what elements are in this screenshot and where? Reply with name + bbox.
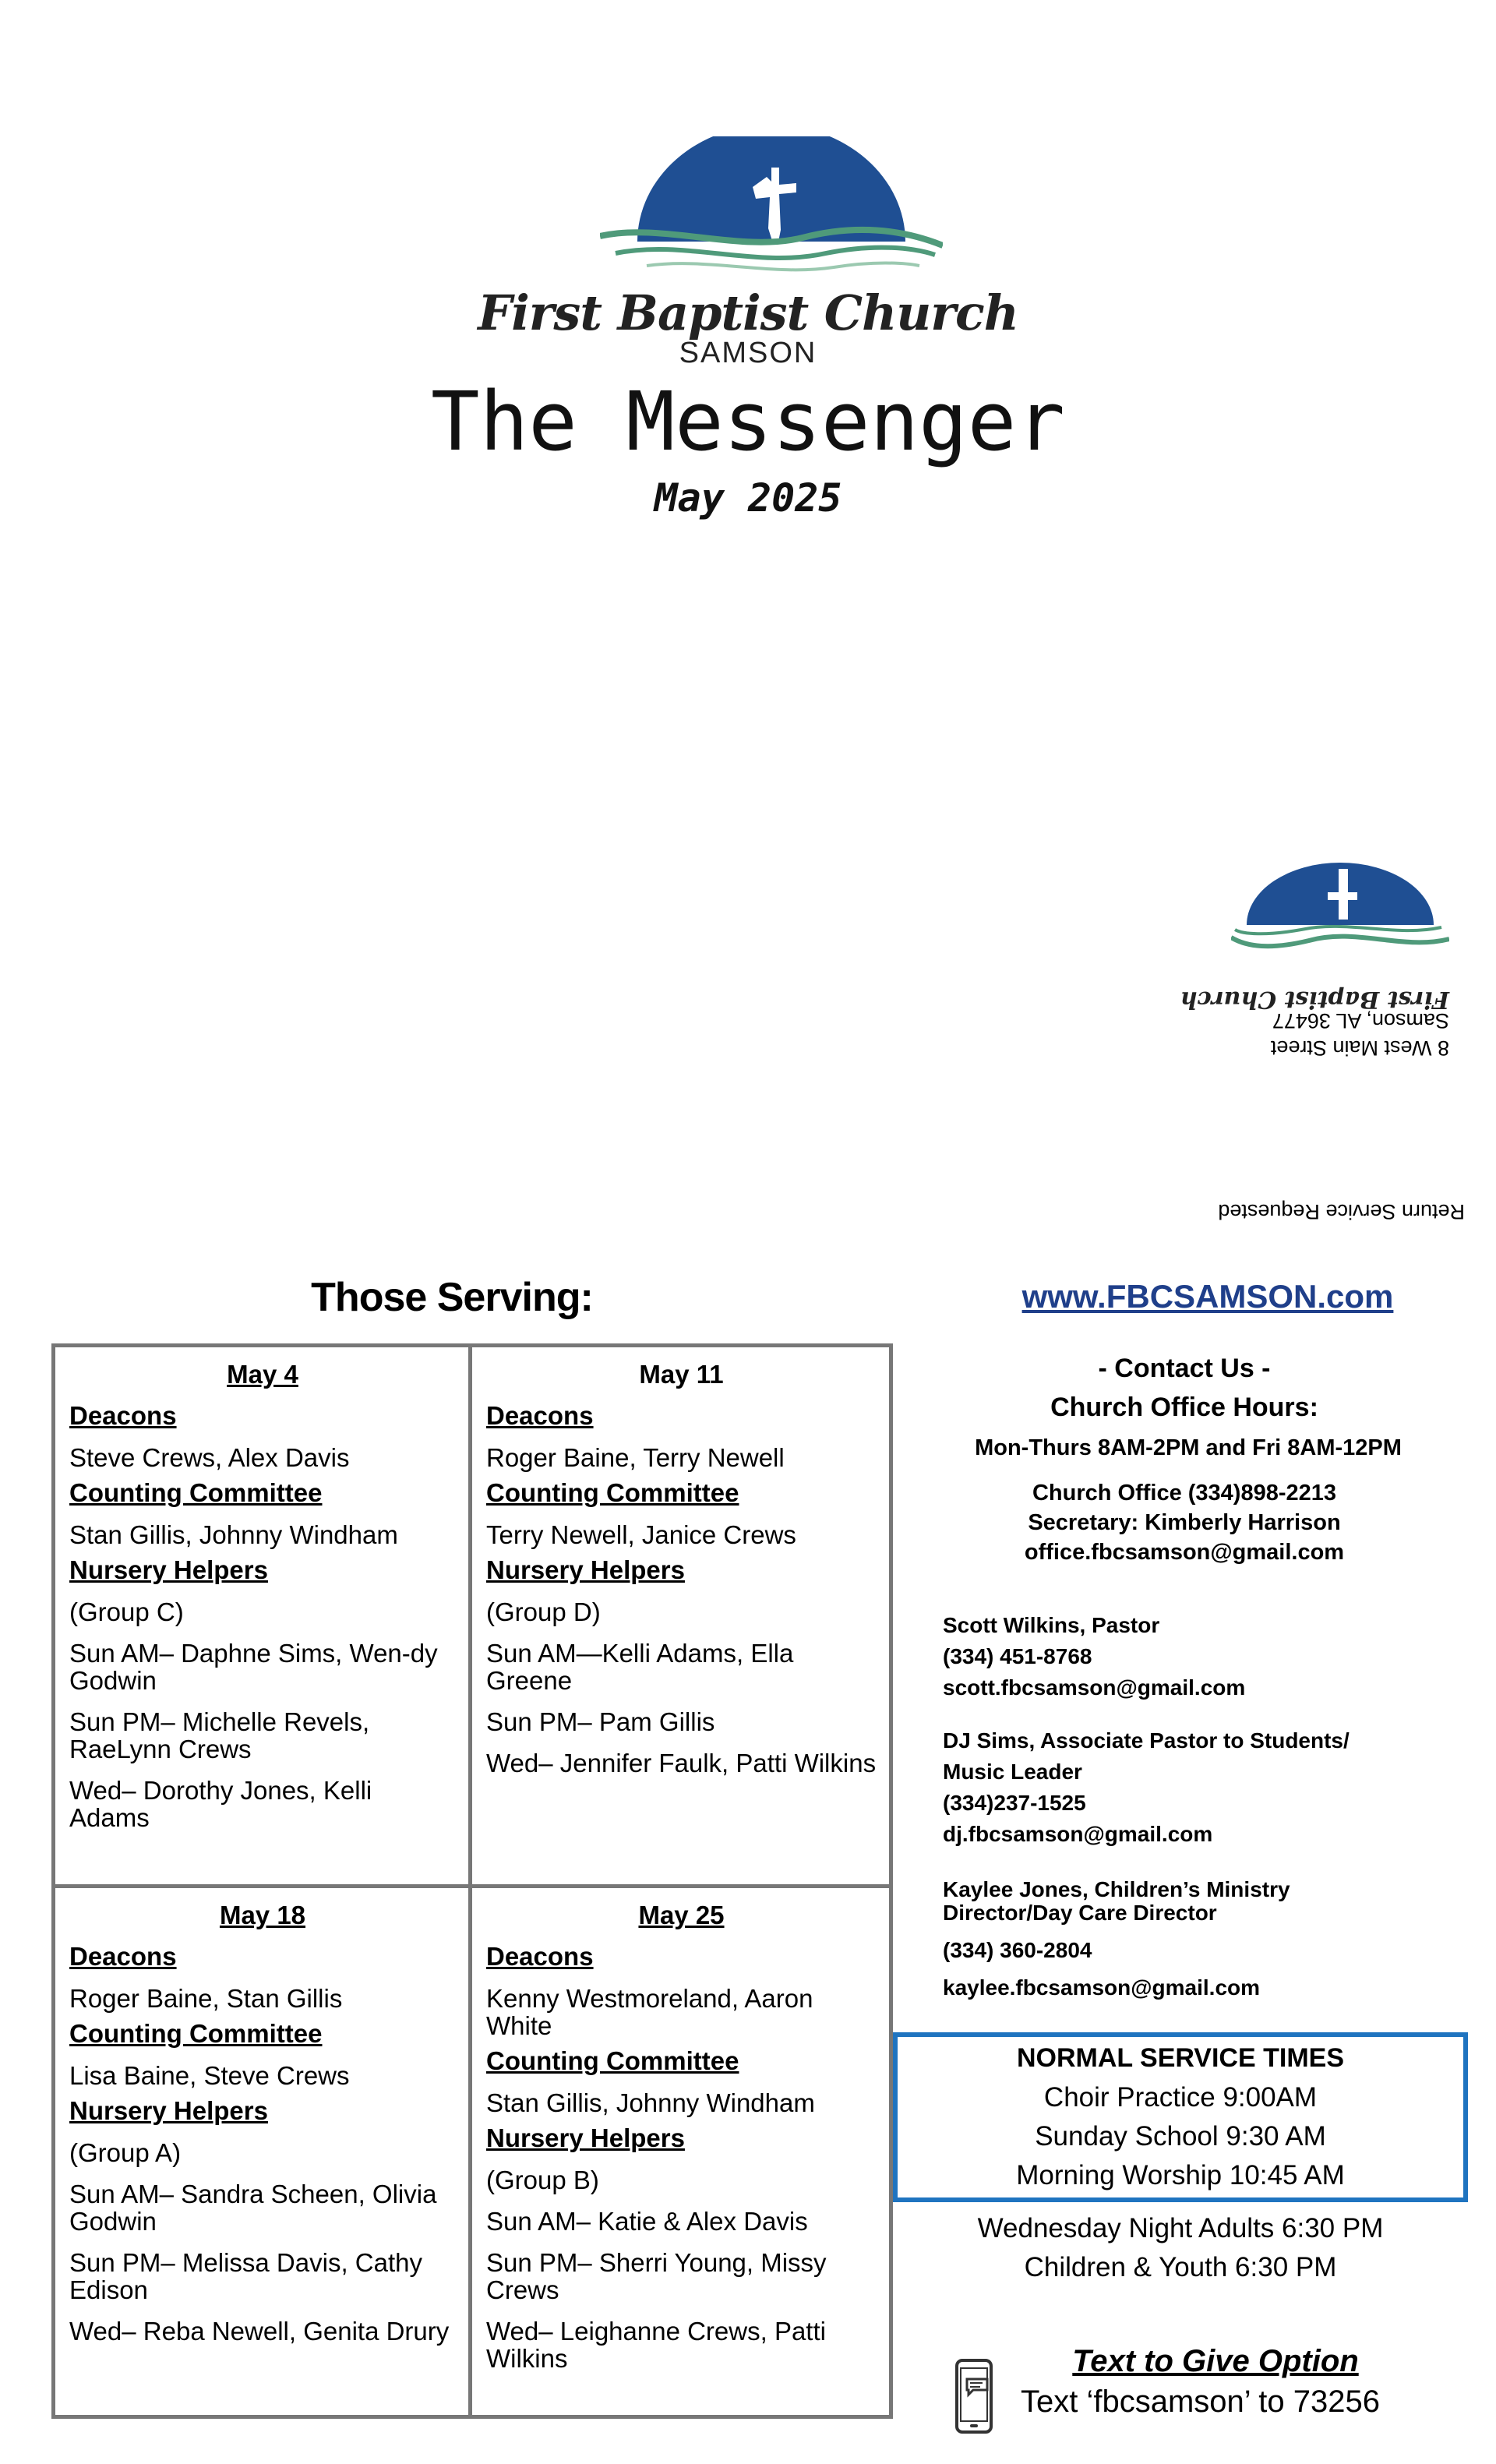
nursery-sun-pm: Sun PM– Michelle Revels, RaeLynn Crews xyxy=(69,1707,370,1763)
staff-pastor xyxy=(943,1610,1245,1703)
staff-title-cont: Director/Day Care Director xyxy=(943,1901,1217,1925)
staff-email[interactable]: scott.fbcsamson@gmail.com xyxy=(943,1675,1246,1700)
deacons-label: Deacons xyxy=(69,1942,177,1971)
service-wednesday: Wednesday Night Adults 6:30 PM xyxy=(977,2213,1384,2243)
secretary: Secretary: Kimberly Harrison xyxy=(1028,1510,1341,1535)
counting-label: Counting Committee xyxy=(486,2046,739,2075)
text-to-give-title: Text to Give Option xyxy=(1072,2344,1359,2378)
nursery-group: (Group B) xyxy=(486,2166,599,2194)
nursery-sun-am: Sun AM– Sandra Scheen, Olivia Godwin xyxy=(69,2180,437,2236)
deacons-names: Roger Baine, Terry Newell xyxy=(486,1443,785,1472)
newsletter-title: The Messenger xyxy=(431,374,1065,469)
staff-title: DJ Sims, Associate Pastor to Students/ xyxy=(943,1728,1350,1753)
service-children-youth: Children & Youth 6:30 PM xyxy=(1024,2252,1337,2282)
serving-date: May 18 xyxy=(219,1901,306,1929)
nursery-label: Nursery Helpers xyxy=(69,2096,268,2125)
serving-cell xyxy=(472,1888,889,2415)
nursery-sun-am: Sun AM– Daphne Sims, Wen-dy Godwin xyxy=(69,1639,438,1695)
service-worship: Morning Worship 10:45 AM xyxy=(1016,2160,1345,2190)
mail-church-name: First Baptist Church xyxy=(1180,986,1449,1013)
nursery-group: (Group A) xyxy=(69,2138,182,2167)
serving-cell xyxy=(55,1347,472,1888)
nursery-wed: Wed– Dorothy Jones, Kelli Adams xyxy=(69,1776,372,1832)
nursery-wed: Wed– Reba Newell, Genita Drury xyxy=(69,2317,450,2346)
staff-phone: (334) 451-8768 xyxy=(943,1644,1092,1668)
staff-title: Kaylee Jones, Children’s Ministry xyxy=(943,1877,1290,1901)
counting-names: Terry Newell, Janice Crews xyxy=(486,1520,796,1549)
office-phone: Church Office (334)898-2213 xyxy=(1032,1481,1337,1506)
counting-names: Stan Gillis, Johnny Windham xyxy=(69,1520,398,1549)
service-sunday-school: Sunday School 9:30 AM xyxy=(1035,2121,1326,2152)
staff-title: Scott Wilkins, Pastor xyxy=(943,1613,1160,1637)
mailing-panel xyxy=(1153,873,1465,1223)
serving-date: May 4 xyxy=(227,1360,298,1389)
office-hours: Mon-Thurs 8AM-2PM and Fri 8AM-12PM xyxy=(975,1435,1402,1460)
deacons-names: Steve Crews, Alex Davis xyxy=(69,1443,350,1472)
text-to-give-instructions: Text ‘fbcsamson’ to 73256 xyxy=(1021,2385,1380,2419)
staff-childrens xyxy=(943,1878,1290,2000)
staff-associate xyxy=(943,1725,1350,1850)
serving-cell xyxy=(472,1347,889,1888)
nursery-group: (Group C) xyxy=(69,1597,184,1626)
staff-phone: (334) 360-2804 xyxy=(943,1938,1092,1962)
nursery-label: Nursery Helpers xyxy=(69,1555,268,1584)
nursery-group: (Group D) xyxy=(486,1597,601,1626)
deacons-names: Roger Baine, Stan Gillis xyxy=(69,1984,343,2013)
serving-heading: Those Serving: xyxy=(311,1275,593,1320)
serving-cell xyxy=(55,1888,472,2415)
counting-names: Stan Gillis, Johnny Windham xyxy=(486,2088,815,2117)
logo-wave-3 xyxy=(647,263,919,270)
contact-heading: - Contact Us - xyxy=(1098,1354,1271,1383)
return-service-text: Return Service Requested xyxy=(1218,1200,1465,1223)
office-hours-label: Church Office Hours: xyxy=(1050,1393,1318,1422)
mail-logo xyxy=(1231,861,1449,955)
nursery-sun-pm: Sun PM– Sherri Young, Missy Crews xyxy=(486,2248,827,2304)
website-link[interactable]: www.FBCSAMSON.com xyxy=(1021,1278,1394,1315)
issue-date: May 2025 xyxy=(654,475,842,521)
mail-address-city: Samson, AL 36477 xyxy=(1272,1009,1449,1033)
staff-email[interactable]: kaylee.fbcsamson@gmail.com xyxy=(943,1975,1261,2000)
deacons-names: Kenny Westmoreland, Aaron White xyxy=(486,1984,813,2040)
nursery-wed: Wed– Jennifer Faulk, Patti Wilkins xyxy=(486,1749,877,1777)
serving-date: May 11 xyxy=(639,1360,724,1389)
deacons-label: Deacons xyxy=(486,1942,594,1971)
nursery-wed: Wed– Leighanne Crews, Patti Wilkins xyxy=(486,2317,826,2373)
nursery-sun-pm: Sun PM– Melissa Davis, Cathy Edison xyxy=(69,2248,422,2304)
church-name: First Baptist Church xyxy=(478,284,1018,341)
church-town: SAMSON xyxy=(679,337,817,369)
office-email[interactable]: office.fbcsamson@gmail.com xyxy=(1024,1540,1345,1565)
service-times-box xyxy=(893,2032,1468,2282)
nursery-label: Nursery Helpers xyxy=(486,2123,685,2152)
staff-title-cont: Music Leader xyxy=(943,1760,1082,1784)
staff-phone: (334)237-1525 xyxy=(943,1791,1086,1815)
nursery-sun-am: Sun AM—Kelli Adams, Ella Greene xyxy=(486,1639,794,1695)
staff-email[interactable]: dj.fbcsamson@gmail.com xyxy=(943,1822,1213,1846)
counting-label: Counting Committee xyxy=(69,1478,323,1507)
serving-table xyxy=(51,1343,893,2419)
serving-date: May 25 xyxy=(638,1901,725,1929)
deacons-label: Deacons xyxy=(69,1401,177,1430)
phone-icon xyxy=(954,2357,993,2435)
deacons-label: Deacons xyxy=(486,1401,594,1430)
counting-names: Lisa Baine, Steve Crews xyxy=(69,2061,350,2090)
nursery-sun-am: Sun AM– Katie & Alex Davis xyxy=(486,2207,808,2236)
service-times-title: NORMAL SERVICE TIMES xyxy=(1016,2043,1345,2073)
nursery-label: Nursery Helpers xyxy=(486,1555,685,1584)
mail-address-street: 8 West Main Street xyxy=(1270,1036,1449,1060)
counting-label: Counting Committee xyxy=(486,1478,739,1507)
service-choir: Choir Practice 9:00AM xyxy=(1043,2082,1318,2113)
nursery-sun-pm: Sun PM– Pam Gillis xyxy=(486,1707,715,1736)
counting-label: Counting Committee xyxy=(69,2019,323,2048)
church-logo xyxy=(600,136,943,292)
